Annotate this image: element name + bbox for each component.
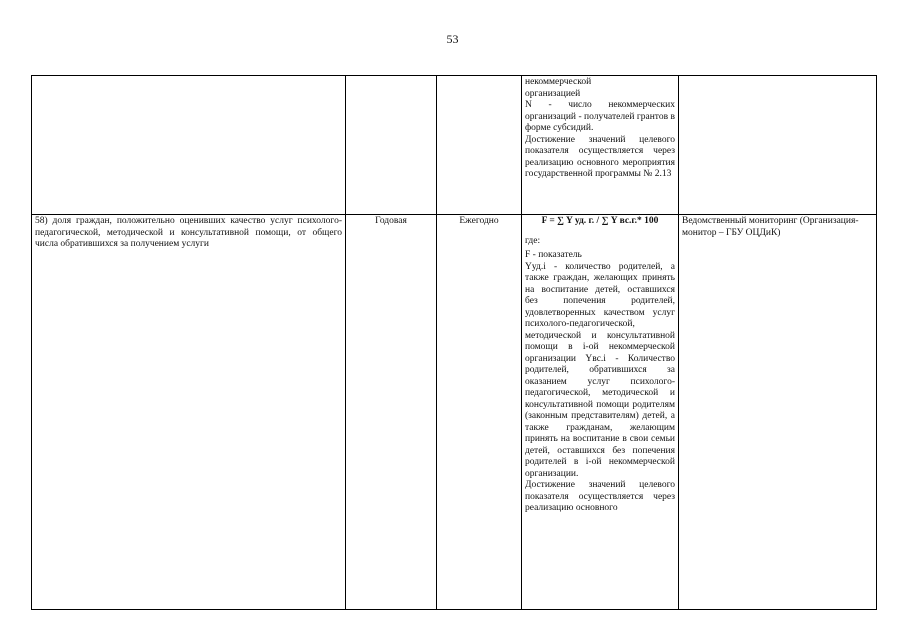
where-label: где: xyxy=(525,235,541,246)
formula-line: N - число некоммерческих организаций - получателей грантов в форме субсидий. xyxy=(525,100,675,133)
formula-cell xyxy=(522,76,679,215)
source-cell xyxy=(679,76,877,215)
timing-cell xyxy=(437,76,522,215)
indicator-cell: 58) доля граждан, положительно оценивших качество услуг психолого-педагогической, методической и консультативной помощи, от общего числа обратившихся за получением услуги xyxy=(32,215,346,610)
formula-line: некоммерческой xyxy=(525,77,592,87)
indicators-table xyxy=(31,75,877,610)
formula-line: организацией xyxy=(525,88,581,99)
f-definition: F - показатель xyxy=(525,250,582,260)
periodicity-cell: Годовая xyxy=(346,215,437,610)
source-cell: Ведомственный мониторинг (Организация-монитор – ГБУ ОЦДиК) xyxy=(679,215,877,610)
periodicity-cell xyxy=(346,76,437,215)
timing-cell: Ежегодно xyxy=(437,215,522,610)
achievement-text: Достижение значений целевого показателя осуществляется через реализацию основного xyxy=(525,480,675,513)
formula-body: Yуд.i - количество родителей, а также граждан, желающих принять на воспитание детей, оставшихся без попечения родителей, удовлетворенных качеством услуг психолого-педагогической, методической и консультативной помощи в i-ой некоммерческой организации Yвс.i - Количество родителей, обратившихся за оказанием услуг психолого-педагогической, методической и консультативной помощи родителям (законным представителям) детей, а также гражданам, желающим принять на воспитание в свои семьи детей, оставшихся без попечения родителей в i-ой некоммерческой организации. xyxy=(525,261,675,479)
page-number: 53 xyxy=(446,32,459,46)
formula-cell xyxy=(522,215,679,610)
table-row xyxy=(32,76,877,215)
formula-line: Достижение значений целевого показателя осуществляется через реализацию основного мероприятия государственной программы № 2.13 xyxy=(525,134,675,179)
indicator-cell xyxy=(32,76,346,215)
table-row xyxy=(32,215,877,610)
formula: F = ∑ Y уд. г. / ∑ Y вс.г.* 100 xyxy=(541,216,659,226)
